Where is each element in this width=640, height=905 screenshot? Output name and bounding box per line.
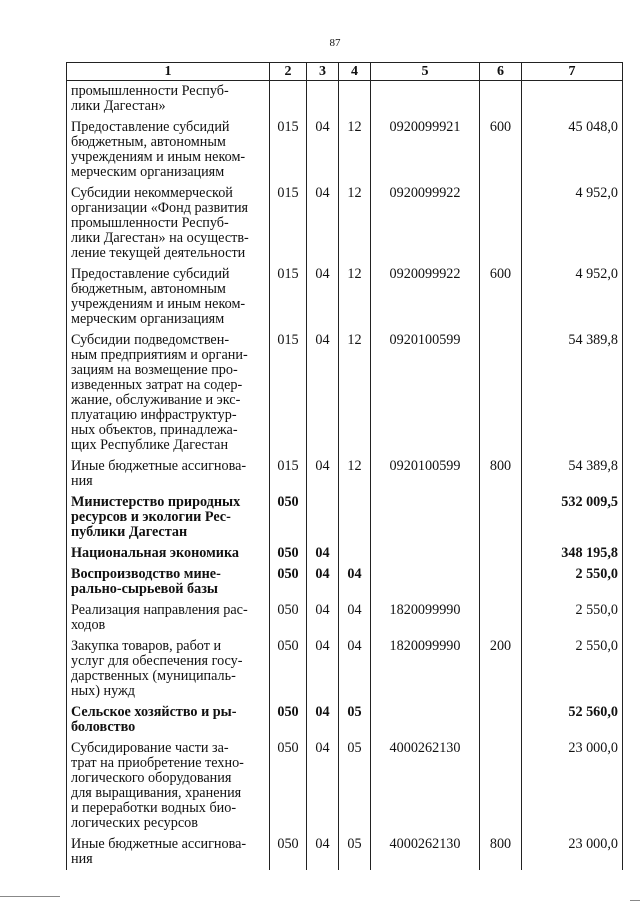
expense-type-cell — [480, 738, 522, 834]
expense-type-cell: 800 — [480, 456, 522, 492]
amount-cell: 4 952,0 — [522, 264, 623, 330]
subsection-code-cell: 12 — [339, 264, 371, 330]
amount-cell: 54 389,8 — [522, 456, 623, 492]
column-header: 6 — [480, 63, 522, 81]
expense-type-cell: 200 — [480, 636, 522, 702]
amount-cell: 2 550,0 — [522, 600, 623, 636]
section-code-cell: 015 — [270, 117, 307, 183]
amount-cell: 45 048,0 — [522, 117, 623, 183]
section-code-cell: 015 — [270, 456, 307, 492]
row-name-cell: Министерство природных ресурсов и экологии Рес- публики Дагестан — [67, 492, 270, 543]
scan-artifact — [0, 896, 60, 897]
chapter-code-cell: 04 — [307, 834, 339, 870]
table-row — [67, 702, 623, 738]
row-name-cell: Воспроизводство мине- рально-сырьевой базы — [67, 564, 270, 600]
amount-cell: 23 000,0 — [522, 738, 623, 834]
section-code-cell: 050 — [270, 600, 307, 636]
amount-cell: 2 550,0 — [522, 636, 623, 702]
section-code-cell: 015 — [270, 264, 307, 330]
scan-artifact — [630, 900, 640, 901]
row-name-cell: Реализация направления рас- ходов — [67, 600, 270, 636]
expense-type-cell: 600 — [480, 117, 522, 183]
chapter-code-cell: 04 — [307, 738, 339, 834]
column-header: 2 — [270, 63, 307, 81]
row-name-cell: Субсидии подведомствен- ным предприятиям и органи- зациям на возмещение про- изведенных затрат на содер- жание, обслуживание и экс- плуатацию инфраструктур- ных объектов, принадлежа- щих Республике Дагестан — [67, 330, 270, 456]
expense-type-cell — [480, 543, 522, 564]
subsection-code-cell — [339, 543, 371, 564]
table-row — [67, 264, 623, 330]
row-name-cell: промышленности Респуб- лики Дагестан» — [67, 81, 270, 118]
table-row — [67, 183, 623, 264]
chapter-code-cell: 04 — [307, 600, 339, 636]
amount-cell: 54 389,8 — [522, 330, 623, 456]
chapter-code-cell: 04 — [307, 183, 339, 264]
subsection-code-cell: 05 — [339, 738, 371, 834]
column-header: 4 — [339, 63, 371, 81]
expense-type-cell — [480, 330, 522, 456]
table-row — [67, 492, 623, 543]
expense-type-cell — [480, 702, 522, 738]
column-header: 7 — [522, 63, 623, 81]
expense-type-cell — [480, 600, 522, 636]
chapter-code-cell: 04 — [307, 330, 339, 456]
table-row — [67, 330, 623, 456]
amount-cell: 23 000,0 — [522, 834, 623, 870]
target-article-cell — [371, 564, 480, 600]
target-article-cell: 0920100599 — [371, 456, 480, 492]
subsection-code-cell: 04 — [339, 636, 371, 702]
row-name-cell: Иные бюджетные ассигнова- ния — [67, 456, 270, 492]
budget-table — [66, 62, 623, 870]
chapter-code-cell — [307, 81, 339, 118]
chapter-code-cell: 04 — [307, 117, 339, 183]
target-article-cell — [371, 702, 480, 738]
expense-type-cell: 800 — [480, 834, 522, 870]
table-row — [67, 834, 623, 870]
subsection-code-cell: 12 — [339, 183, 371, 264]
amount-cell: 4 952,0 — [522, 183, 623, 264]
subsection-code-cell: 12 — [339, 117, 371, 183]
target-article-cell — [371, 543, 480, 564]
target-article-cell: 0920099922 — [371, 183, 480, 264]
expense-type-cell — [480, 492, 522, 543]
table-row — [67, 636, 623, 702]
section-code-cell: 050 — [270, 834, 307, 870]
subsection-code-cell: 04 — [339, 600, 371, 636]
chapter-code-cell: 04 — [307, 564, 339, 600]
column-header: 3 — [307, 63, 339, 81]
row-name-cell: Сельское хозяйство и ры- боловство — [67, 702, 270, 738]
section-code-cell: 050 — [270, 738, 307, 834]
target-article-cell: 0920099922 — [371, 264, 480, 330]
amount-cell — [522, 81, 623, 118]
table-header-row — [67, 63, 623, 81]
target-article-cell: 0920099921 — [371, 117, 480, 183]
chapter-code-cell: 04 — [307, 636, 339, 702]
target-article-cell: 1820099990 — [371, 636, 480, 702]
amount-cell: 348 195,8 — [522, 543, 623, 564]
subsection-code-cell — [339, 492, 371, 543]
section-code-cell: 015 — [270, 330, 307, 456]
row-name-cell: Субсидии некоммерческой организации «Фонд развития промышленности Респуб- лики Дагестан» на осуществ- ление текущей деятельности — [67, 183, 270, 264]
section-code-cell: 050 — [270, 636, 307, 702]
section-code-cell: 050 — [270, 702, 307, 738]
table-body — [67, 81, 623, 871]
table-row — [67, 564, 623, 600]
subsection-code-cell: 05 — [339, 702, 371, 738]
target-article-cell — [371, 81, 480, 118]
section-code-cell: 050 — [270, 543, 307, 564]
table-row — [67, 456, 623, 492]
row-name-cell: Субсидирование части за- трат на приобретение техно- логического оборудования для выращивания, хранения и переработки водных био- логических ресурсов — [67, 738, 270, 834]
row-name-cell: Закупка товаров, работ и услуг для обеспечения госу- дарственных (муниципаль- ных) нужд — [67, 636, 270, 702]
section-code-cell: 050 — [270, 564, 307, 600]
table-row — [67, 543, 623, 564]
column-header: 5 — [371, 63, 480, 81]
target-article-cell — [371, 492, 480, 543]
amount-cell: 2 550,0 — [522, 564, 623, 600]
section-code-cell — [270, 81, 307, 118]
chapter-code-cell: 04 — [307, 456, 339, 492]
subsection-code-cell — [339, 81, 371, 118]
subsection-code-cell: 12 — [339, 330, 371, 456]
column-header: 1 — [67, 63, 270, 81]
subsection-code-cell: 05 — [339, 834, 371, 870]
page-number: 87 — [329, 37, 341, 49]
row-name-cell: Предоставление субсидий бюджетным, автономным учреждениям и иным неком- мерческим организациям — [67, 264, 270, 330]
chapter-code-cell: 04 — [307, 702, 339, 738]
subsection-code-cell: 12 — [339, 456, 371, 492]
amount-cell: 532 009,5 — [522, 492, 623, 543]
expense-type-cell — [480, 183, 522, 264]
section-code-cell: 050 — [270, 492, 307, 543]
chapter-code-cell — [307, 492, 339, 543]
row-name-cell: Национальная экономика — [67, 543, 270, 564]
chapter-code-cell: 04 — [307, 543, 339, 564]
chapter-code-cell: 04 — [307, 264, 339, 330]
table-row — [67, 738, 623, 834]
subsection-code-cell: 04 — [339, 564, 371, 600]
target-article-cell: 4000262130 — [371, 738, 480, 834]
table-row — [67, 117, 623, 183]
table-row — [67, 600, 623, 636]
row-name-cell: Иные бюджетные ассигнова- ния — [67, 834, 270, 870]
expense-type-cell: 600 — [480, 264, 522, 330]
expense-type-cell — [480, 564, 522, 600]
target-article-cell: 4000262130 — [371, 834, 480, 870]
expense-type-cell — [480, 81, 522, 118]
amount-cell: 52 560,0 — [522, 702, 623, 738]
target-article-cell: 0920100599 — [371, 330, 480, 456]
target-article-cell: 1820099990 — [371, 600, 480, 636]
table-row — [67, 81, 623, 118]
section-code-cell: 015 — [270, 183, 307, 264]
row-name-cell: Предоставление субсидий бюджетным, автономным учреждениям и иным неком- мерческим организациям — [67, 117, 270, 183]
